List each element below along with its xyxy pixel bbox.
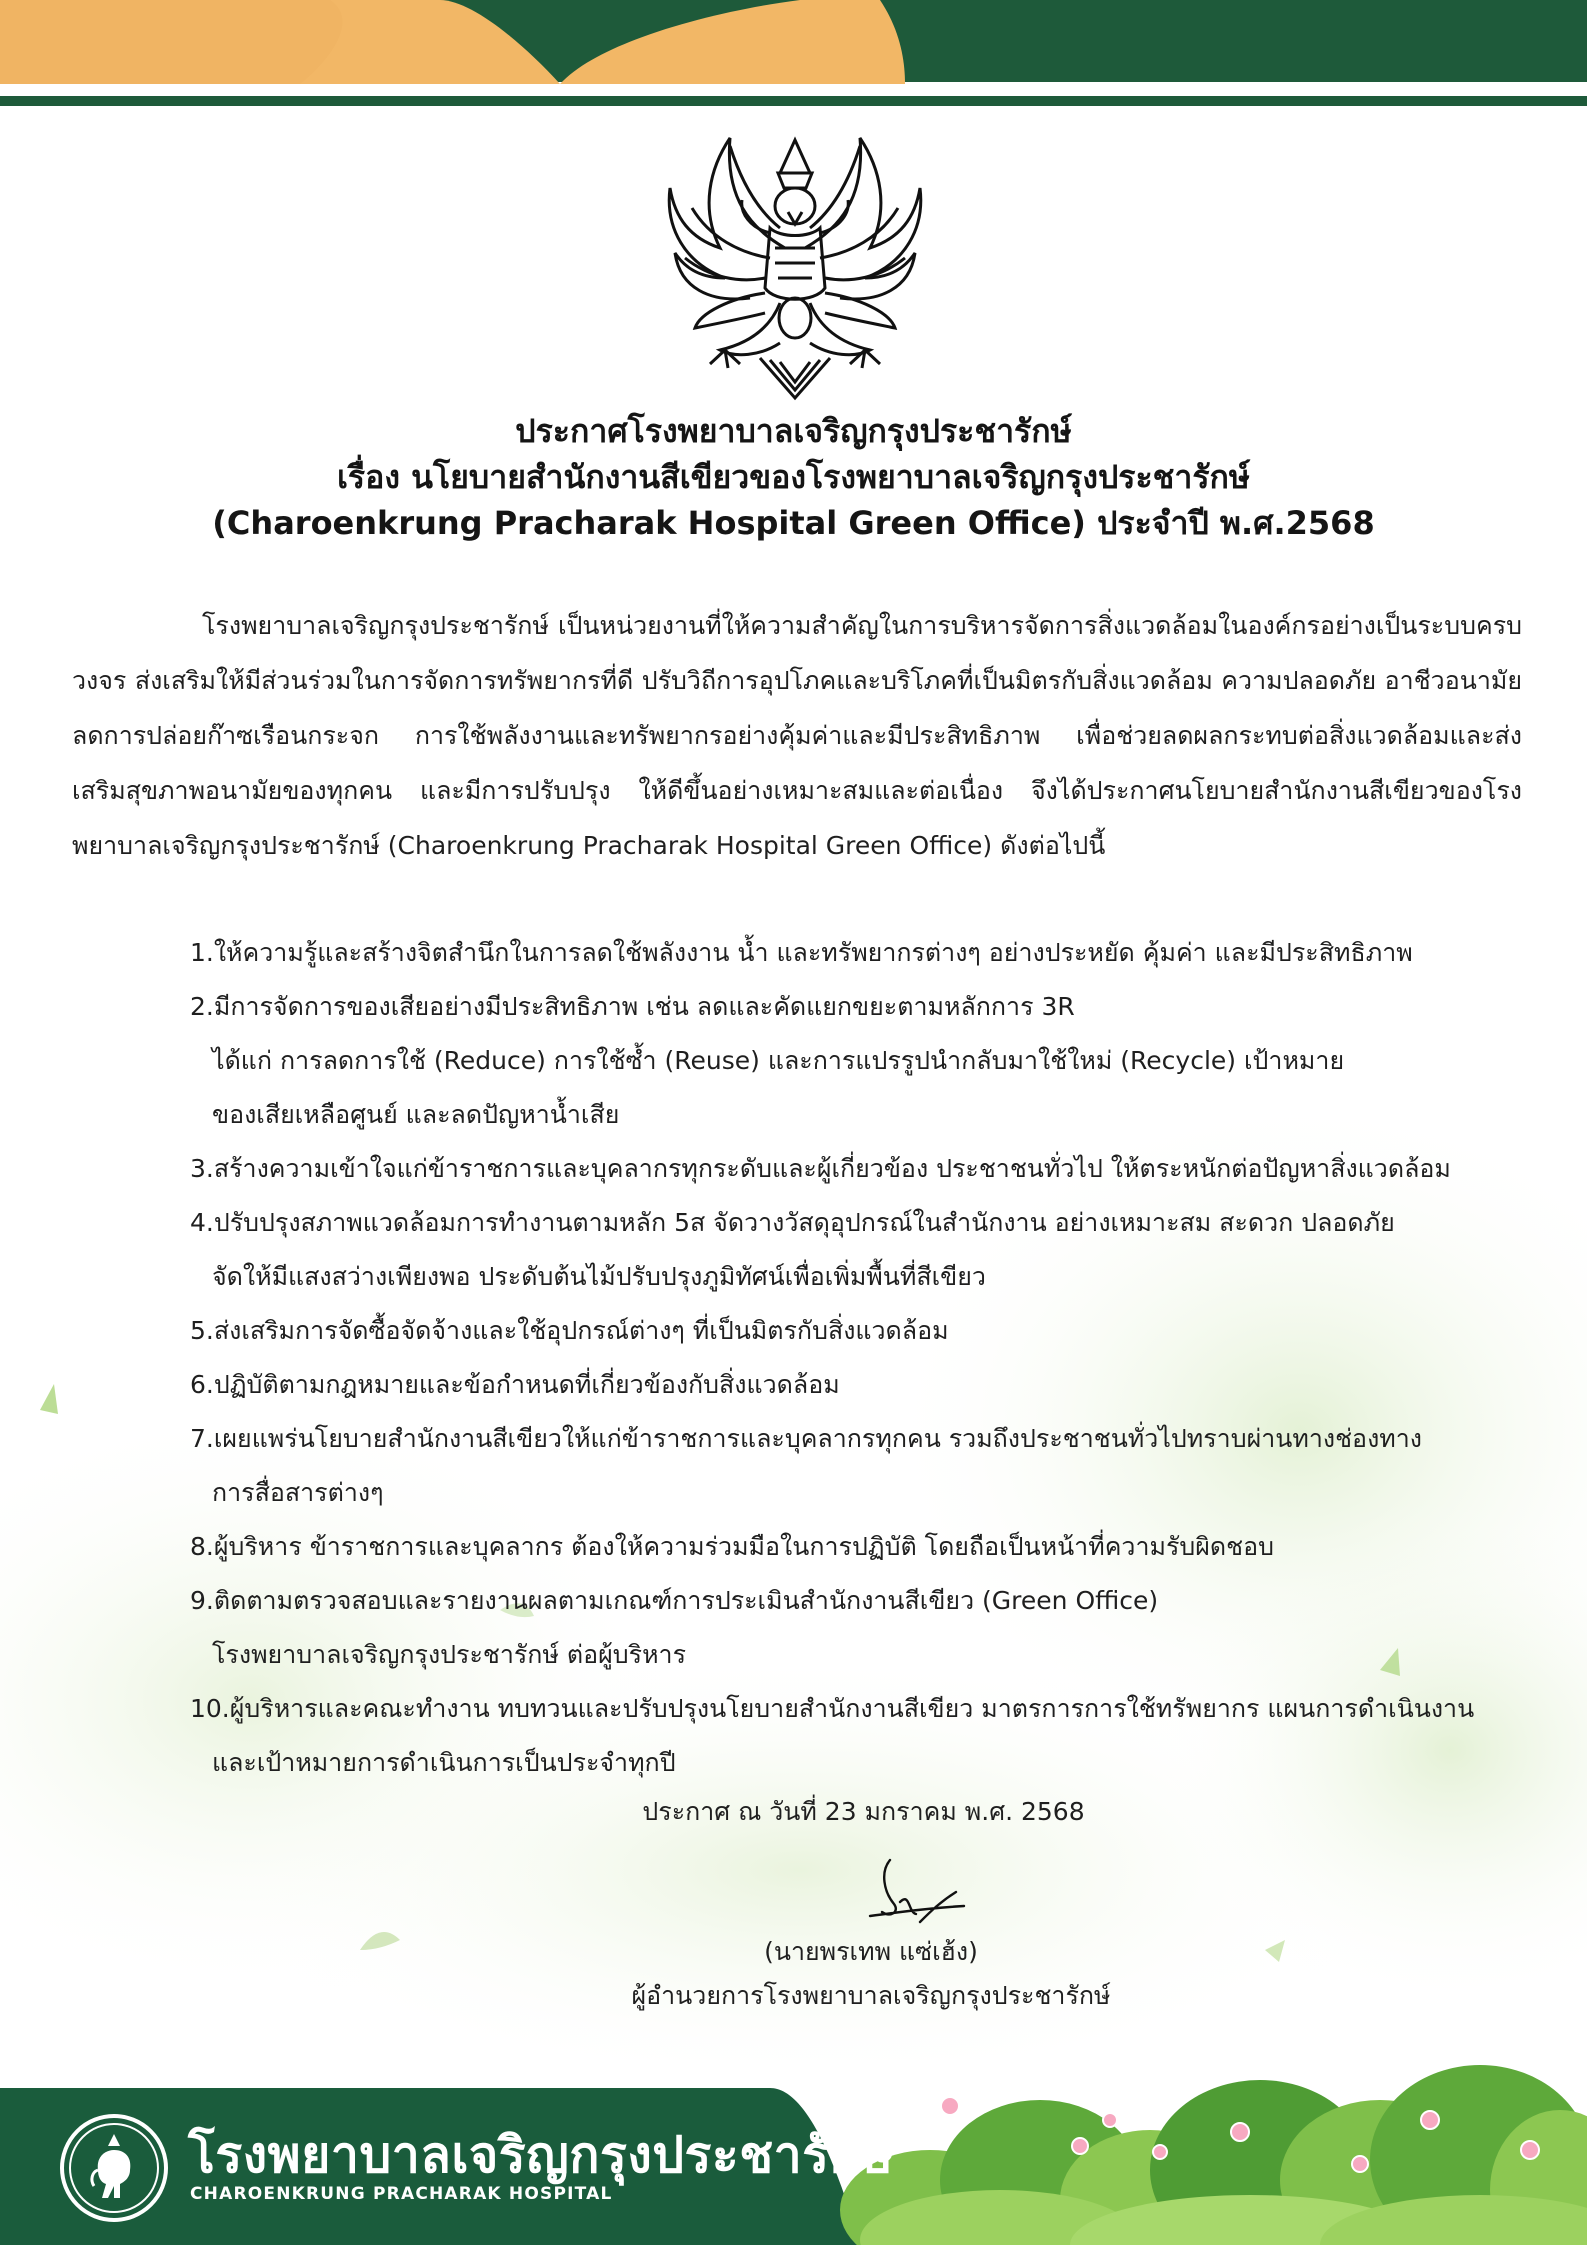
signer-title: ผู้อำนวยการโรงพยาบาลเจริญกรุงประชารักษ์ — [631, 1981, 1111, 2010]
announcement-titles — [0, 408, 1587, 546]
signature-icon — [860, 1852, 970, 1932]
garuda-emblem-icon — [630, 128, 960, 408]
policy-item-8: 8.ผู้บริหาร ข้าราชการและบุคลากร ต้องให้ความร่วมมือในการปฏิบัติ โดยถือเป็นหน้าที่ความรับผิดชอบ — [190, 1532, 1275, 1561]
signer-block — [0, 1930, 1587, 2018]
policy-item-7: 7.เผยแพร่นโยบายสำนักงานสีเขียวให้แก่ข้าราชการและบุคลากรทุกคน รวมถึงประชาชนทั่วไปทราบผ่านทางช่องทาง — [190, 1424, 1422, 1453]
policy-item-6: 6.ปฏิบัติตามกฎหมายและข้อกำหนดที่เกี่ยวข้องกับสิ่งแวดล้อม — [190, 1370, 840, 1399]
policy-item-9-cont: โรงพยาบาลเจริญกรุงประชารักษ์ ต่อผู้บริหาร — [212, 1640, 687, 1669]
title-line-2: เรื่อง นโยบายสำนักงานสีเขียวของโรงพยาบาลเจริญกรุงประชารักษ์ — [336, 458, 1250, 496]
policy-item-2-cont: ได้แก่ การลดการใช้ (Reduce) การใช้ซ้ำ (Reuse) และการแปรรูปนำกลับมาใช้ใหม่ (Recycle) เป้าหมาย — [212, 1046, 1345, 1075]
footer — [0, 2060, 1587, 2245]
policy-item-9: 9.ติดตามตรวจสอบและรายงานผลตามเกณฑ์การประเมินสำนักงานสีเขียว (Green Office) — [190, 1586, 1159, 1615]
intro-section — [72, 598, 1522, 873]
hospital-elephant-logo-icon — [58, 2112, 170, 2224]
policy-item-5: 5.ส่งเสริมการจัดซื้อจัดจ้างและใช้อุปกรณ์ต่างๆ ที่เป็นมิตรกับสิ่งแวดล้อม — [190, 1316, 949, 1345]
policy-item-2: 2.มีการจัดการของเสียอย่างมีประสิทธิภาพ เช่น ลดและคัดแยกขยะตามหลักการ 3R — [190, 992, 1075, 1021]
title-line-3: (Charoenkrung Pracharak Hospital Green Office) ประจำปี พ.ศ.2568 — [212, 504, 1375, 542]
title-line-1: ประกาศโรงพยาบาลเจริญกรุงประชารักษ์ — [515, 412, 1072, 450]
policy-item-10: 10.ผู้บริหารและคณะทำงาน ทบทวนและปรับปรุงนโยบายสำนักงานสีเขียว มาตรการการใช้ทรัพยากร แผนการดำเนินงาน — [190, 1694, 1475, 1723]
policy-item-3: 3.สร้างความเข้าใจแก่ข้าราชการและบุคลากรทุกระดับและผู้เกี่ยวข้อง ประชาชนทั่วไป ให้ตระหนักต่อปัญหาสิ่งแวดล้อม — [190, 1154, 1451, 1183]
policy-item-7-cont: การสื่อสารต่างๆ — [212, 1478, 384, 1507]
policy-item-4: 4.ปรับปรุงสภาพแวดล้อมการทำงานตามหลัก 5ส จัดวางวัสดุอุปกรณ์ในสำนักงาน อย่างเหมาะสม สะดวก ปลอดภัย — [190, 1208, 1395, 1237]
policy-item-2-cont: ของเสียเหลือศูนย์ และลดปัญหาน้ำเสีย — [212, 1100, 620, 1129]
intro-paragraph: โรงพยาบาลเจริญกรุงประชารักษ์ เป็นหน่วยงานที่ให้ความสำคัญในการบริหารจัดการสิ่งแวดล้อมในองค์กรอย่างเป็นระบบครบวงจร ส่งเสริมให้มีส่วนร่วมในการจัดการทรัพยากรที่ดี ปรับวิถีการอุปโภคและบริโภคที่เป็นมิตรกับสิ่งแวดล้อม ความปลอดภัย อาชีวอนามัย ลดการปล่อยก๊าซเรือนกระจก การใช้พลังงานและทรัพยากรอย่างคุ้มค่าและมีประสิทธิภาพ เพื่อช่วยลดผลกระทบต่อสิ่งแวดล้อมและส่งเสริมสุขภาพอนามัยของทุกคน และมีการปรับปรุง ให้ดีขึ้นอย่างเหมาะสมและต่อเนื่อง จึงได้ประกาศนโยบายสำนักงานสีเขียวของโรงพยาบาลเจริญกรุงประชารักษ์ (Charoenkrung Pracharak Hospital Green Office) ดังต่อไปนี้ — [72, 611, 1522, 860]
top-banner — [0, 0, 1587, 118]
signer-name: (นายพรเทพ แซ่เฮ้ง) — [764, 1937, 978, 1966]
banner-shapes — [0, 0, 1587, 118]
policy-item-10-cont: และเป้าหมายการดำเนินการเป็นประจำทุกปี — [212, 1748, 676, 1777]
footer-hospital-name-en: CHAROENKRUNG PRACHARAK HOSPITAL — [190, 2184, 613, 2204]
policy-list — [190, 926, 1530, 1790]
policy-item-4-cont: จัดให้มีแสงสว่างเพียงพอ ประดับต้นไม้ปรับปรุงภูมิทัศน์เพื่อเพิ่มพื้นที่สีเขียว — [212, 1262, 986, 1291]
policy-item-1: 1.ให้ความรู้และสร้างจิตสำนึกในการลดใช้พลังงาน น้ำ และทรัพยากรต่างๆ อย่างประหยัด คุ้มค่า และมีประสิทธิภาพ — [190, 938, 1413, 967]
announcement-date: ประกาศ ณ วันที่ 23 มกราคม พ.ศ. 2568 — [642, 1797, 1085, 1826]
footer-hospital-name-th: โรงพยาบาลเจริญกรุงประชารักษ์ — [188, 2126, 894, 2184]
